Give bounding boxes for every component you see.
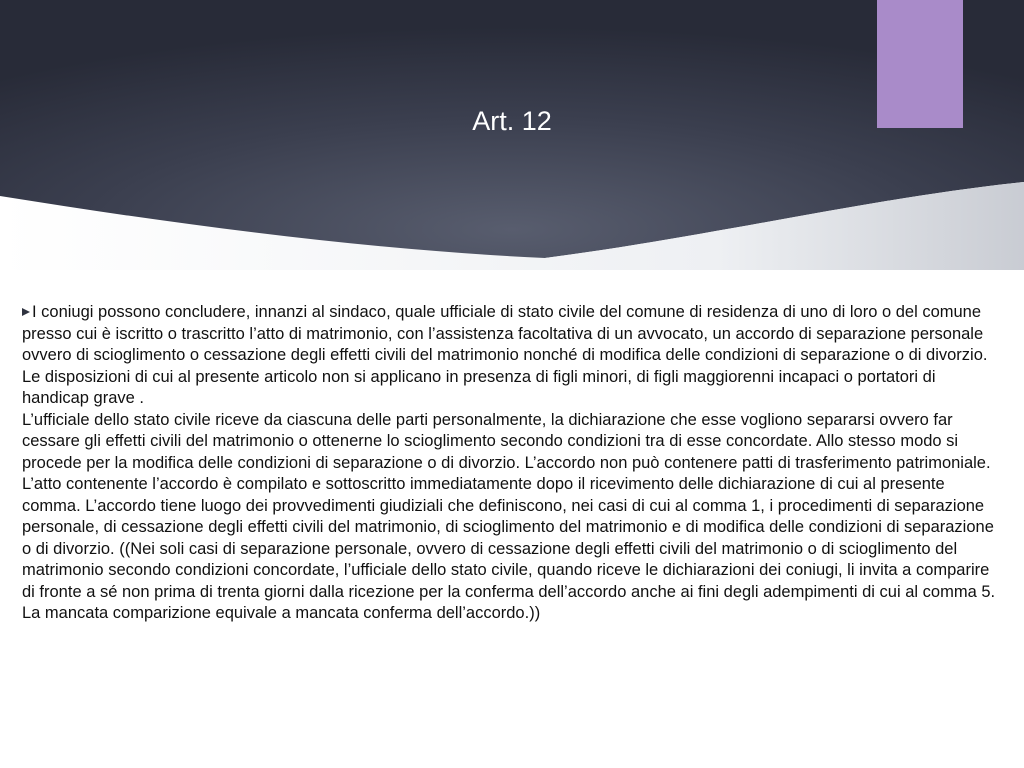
triangle-bullet-icon <box>22 308 30 316</box>
slide-title: Art. 12 <box>472 106 552 136</box>
paragraph: L’ufficiale dello stato civile riceve da ciascuna delle parti personalmente, la dichiarazione che esse vogliono separarsi ovvero far cessare gli effetti civili del matrimonio o ottenerne lo scioglimento secondo condizioni tra di esse concordate. Allo stesso modo si procede per la modifica delle condizioni di separazione o di divorzio. L’accordo non può contenere patti di trasferimento patrimoniale. L’atto contenente l’accordo è compilato e sottoscritto immediatamente dopo il ricevimento delle dichiarazione di cui al presente comma. L’accordo tiene luogo dei provvedimenti giudiziali che definiscono, nei casi di cui al comma 1, i procedimenti di separazione personale, di cessazione degli effetti civili del matrimonio, di scioglimento del matrimonio e di modifica delle condizioni di separazione o di divorzio. ((Nei soli casi di separazione personale, ovvero di cessazione degli effetti civili del matrimonio o di scioglimento del matrimonio secondo condizioni concordate, l’ufficiale dello stato civile, quando riceve le dichiarazioni dei coniugi, li invita a comparire di fronte a sé non prima di trenta giorni dalla ricezione per la conferma dell’accordo anche ai fini degli adempimenti di cui al comma 5. La mancata comparizione equivale a mancata conferma dell’accordo.)) <box>22 410 996 622</box>
article-text <box>22 302 1000 625</box>
paragraph: Le disposizioni di cui al presente articolo non si applicano in presenza di figli minori, di figli maggiorenni incapaci o portatori di handicap grave . <box>22 367 936 407</box>
paragraph: I coniugi possono concludere, innanzi al sindaco, quale ufficiale di stato civile del comune di residenza di uno di loro o del comune presso cui è iscritto o trascritto l’atto di matrimonio, con l’assistenza facoltativa di un avvocato, un accordo di separazione personale ovvero di scioglimento o cessazione degli effetti civili del matrimonio nonché di modifica delle condizioni di separazione o di divorzio. <box>22 303 988 364</box>
